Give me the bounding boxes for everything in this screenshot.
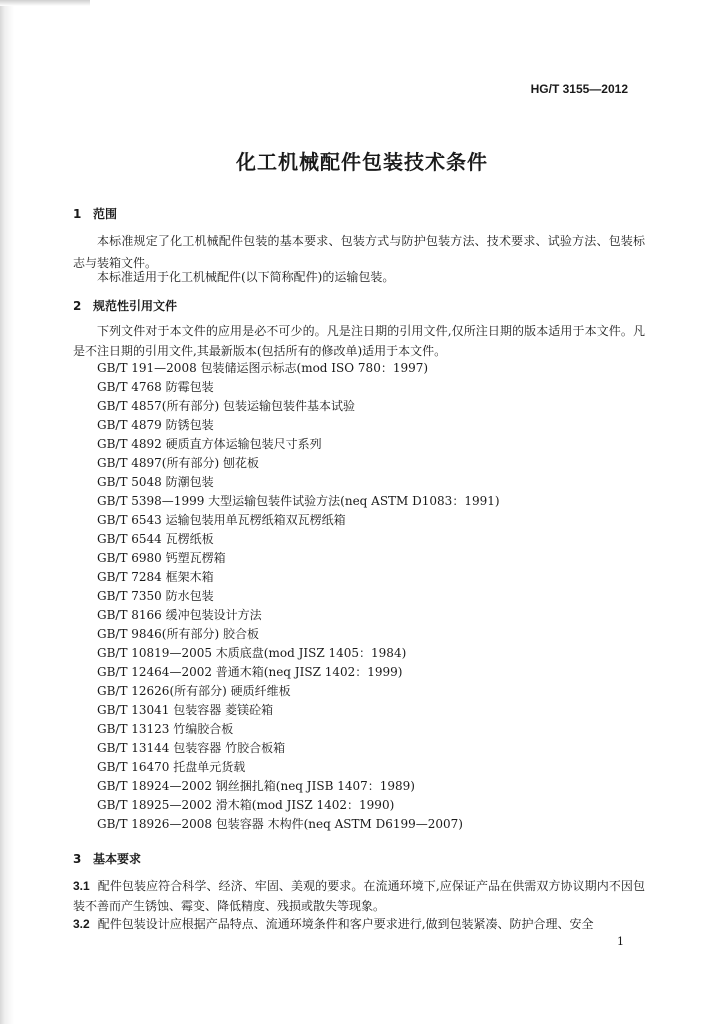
reference-item: GB/T 13123 竹编胶合板: [97, 722, 234, 736]
reference-item: GB/T 12464—2002 普通木箱(neq JISZ 1402：1999): [97, 665, 403, 679]
reference-item: GB/T 12626(所有部分) 硬质纤维板: [97, 684, 291, 698]
section-1-paragraph-2: 本标准适用于化工机械配件(以下简称配件)的运输包装。: [97, 270, 395, 284]
reference-item: GB/T 13041 包装容器 菱镁砼箱: [97, 703, 274, 717]
reference-item: GB/T 4857(所有部分) 包装运输包装件基本试验: [97, 399, 355, 413]
section-1-number: 1: [73, 207, 82, 221]
document-title: 化工机械配件包装技术条件: [236, 150, 488, 174]
reference-item: GB/T 4879 防锈包装: [97, 418, 214, 432]
section-3-number: 3: [73, 852, 82, 866]
section-3-title: 基本要求: [93, 852, 142, 866]
section-2-title: 规范性引用文件: [93, 299, 178, 313]
reference-item: GB/T 4768 防霉包装: [97, 380, 214, 394]
reference-item: GB/T 9846(所有部分) 胶合板: [97, 627, 259, 641]
section-2-number: 2: [73, 299, 82, 313]
page-number: 1: [617, 935, 624, 948]
section-3-heading: [73, 850, 141, 867]
clause-3-2: [73, 914, 613, 934]
clause-text: 配件包装应符合科学、经济、牢固、美观的要求。在流通环境下,应保证产品在供需双方协议期内不因包装不善而产生锈蚀、霉变、降低精度、残损或散失等现象。: [73, 879, 645, 913]
clause-3-1: [73, 876, 645, 916]
clause-number: 3.2: [73, 917, 90, 931]
reference-item: GB/T 18926—2008 包装容器 木构件(neq ASTM D6199—2007): [97, 817, 463, 831]
section-2-heading: [73, 297, 177, 314]
section-1-heading: [73, 205, 117, 222]
section-2-intro: 下列文件对于本文件的应用是必不可少的。凡是注日期的引用文件,仅所注日期的版本适用于本文件。凡是不注日期的引用文件,其最新版本(包括所有的修改单)适用于本文件。: [73, 324, 645, 358]
reference-item: GB/T 191—2008 包装储运图示标志(mod ISO 780：1997): [97, 361, 429, 375]
reference-item: GB/T 8166 缓冲包装设计方法: [97, 608, 262, 622]
reference-item: GB/T 18924—2002 钢丝捆扎箱(neq JISB 1407：1989): [97, 779, 415, 793]
reference-item: GB/T 16470 托盘单元货载: [97, 760, 246, 774]
section-1-paragraph-1: 本标准规定了化工机械配件包装的基本要求、包装方式与防护包装方法、技术要求、试验方法、包装标志与装箱文件。: [73, 234, 645, 270]
reference-item: GB/T 4892 硬质直方体运输包装尺寸系列: [97, 437, 322, 451]
reference-item: GB/T 10819—2005 木质底盘(mod JISZ 1405：1984): [97, 646, 407, 660]
reference-item: GB/T 6544 瓦楞纸板: [97, 532, 214, 546]
reference-item: GB/T 6543 运输包装用单瓦楞纸箱双瓦楞纸箱: [97, 513, 346, 527]
reference-item: GB/T 18925—2002 滑木箱(mod JISZ 1402：1990): [97, 798, 395, 812]
section-1-title: 范围: [93, 207, 118, 221]
reference-item: GB/T 7284 框架木箱: [97, 570, 214, 584]
scan-top-edge: [0, 0, 90, 6]
reference-item: GB/T 5398—1999 大型运输包装件试验方法(neq ASTM D1083：1991): [97, 494, 500, 508]
reference-item: GB/T 5048 防潮包装: [97, 475, 214, 489]
reference-item: GB/T 4897(所有部分) 刨花板: [97, 456, 259, 470]
reference-item: GB/T 6980 钙塑瓦楞箱: [97, 551, 226, 565]
clause-text: 配件包装设计应根据产品特点、流通环境条件和客户要求进行,做到包装紧凑、防护合理、安全: [97, 917, 594, 931]
reference-item: GB/T 7350 防水包装: [97, 589, 214, 603]
clause-number: 3.1: [73, 879, 90, 893]
standard-code: HG/T 3155—2012: [530, 82, 628, 96]
reference-list: [97, 359, 500, 834]
reference-item: GB/T 13144 包装容器 竹胶合板箱: [97, 741, 286, 755]
